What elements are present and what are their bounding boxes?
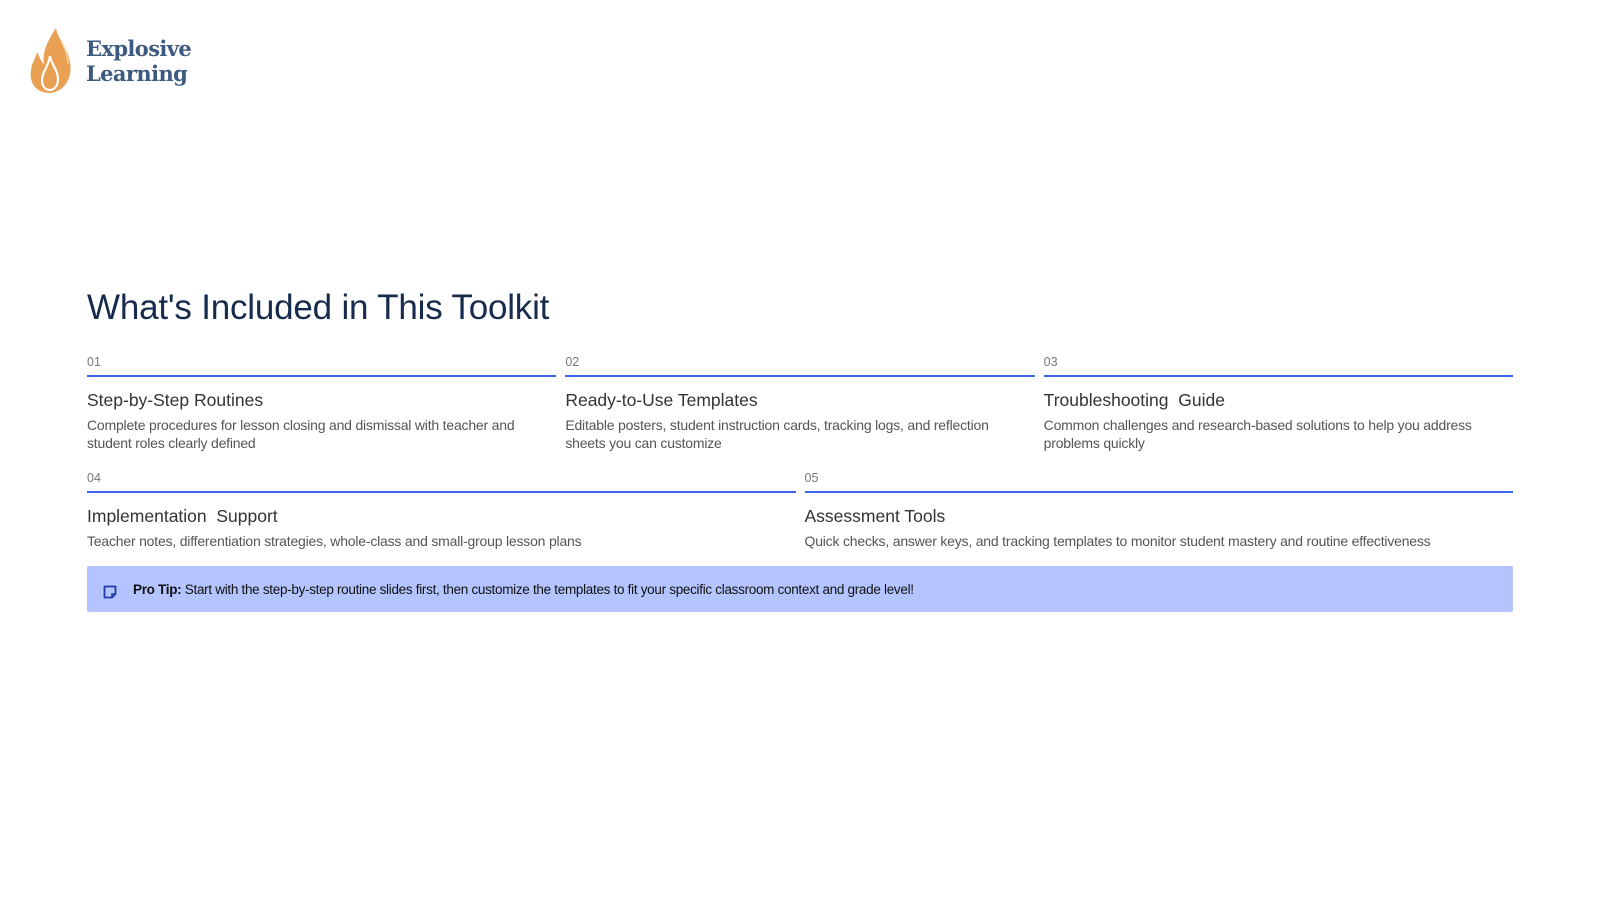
item-number: 04 — [87, 470, 796, 493]
item-description: Teacher notes, differentiation strategies, whole-class and small-group lesson plans — [87, 533, 582, 549]
brand-name-line1: Explosive — [86, 36, 192, 61]
item-number: 02 — [565, 354, 1034, 377]
toolkit-item — [1044, 354, 1513, 452]
pro-tip-text — [133, 582, 914, 597]
flame-icon — [28, 26, 74, 96]
brand-name — [86, 36, 191, 86]
item-number: 03 — [1044, 354, 1513, 377]
toolkit-item — [565, 354, 1034, 452]
sticky-note-icon — [103, 585, 117, 599]
item-description: Quick checks, answer keys, and tracking templates to monitor student mastery and routine effectiveness — [804, 533, 1431, 549]
toolkit-row-2 — [87, 470, 1513, 550]
page-title: What's Included in This Toolkit — [87, 288, 550, 327]
toolkit-row-1 — [87, 354, 1513, 452]
toolkit-section — [87, 286, 1513, 550]
item-description: Complete procedures for lesson closing and dismissal with teacher and student roles clearly defined — [87, 417, 515, 451]
item-title: Ready-to-Use Templates — [565, 390, 758, 410]
item-description: Common challenges and research-based solutions to help you address problems quickly — [1043, 417, 1472, 451]
item-title: Troubleshooting Guide — [1043, 390, 1225, 410]
item-description: Editable posters, student instruction cards, tracking logs, and reflection sheets you can customize — [565, 417, 989, 451]
item-title: Assessment Tools — [804, 506, 946, 526]
pro-tip-body: Start with the step-by-step routine slides first, then customize the templates to fit your specific classroom context and grade level! — [181, 581, 914, 597]
pro-tip-callout — [87, 566, 1513, 612]
toolkit-item — [87, 354, 556, 452]
item-title: Step-by-Step Routines — [87, 390, 264, 410]
item-number: 05 — [805, 470, 1514, 493]
brand-logo — [28, 26, 191, 96]
item-number: 01 — [87, 354, 556, 377]
pro-tip-label: Pro Tip: — [133, 581, 182, 597]
toolkit-item — [87, 470, 796, 550]
brand-name-line2: Learning — [86, 61, 188, 86]
item-title: Implementation Support — [87, 506, 278, 526]
toolkit-item — [805, 470, 1514, 550]
